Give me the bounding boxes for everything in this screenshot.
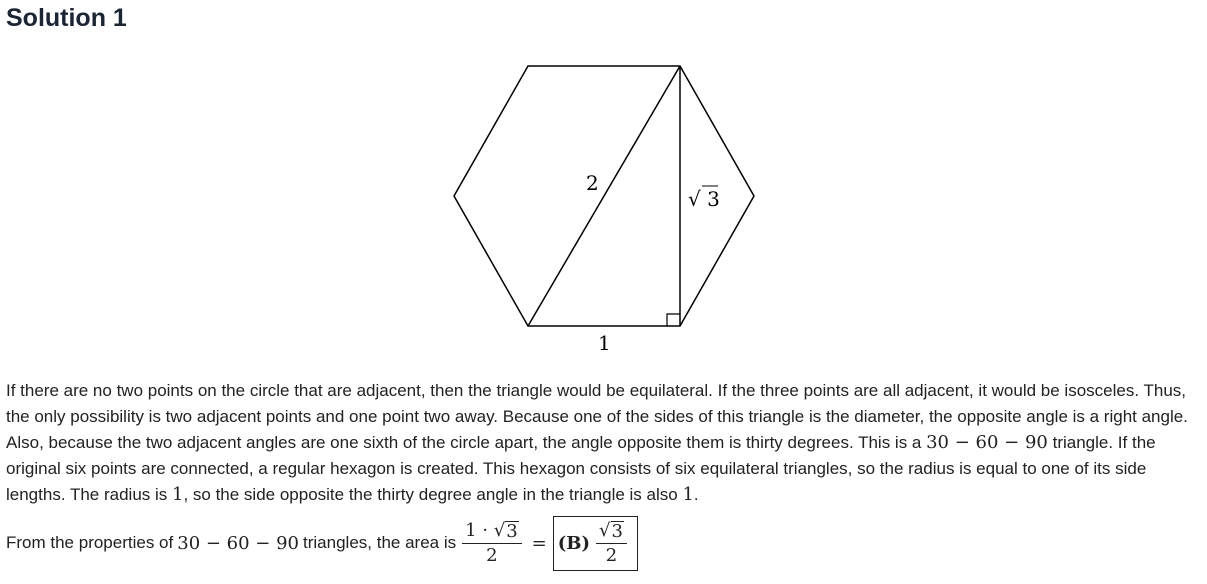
radicand: 3 [611,520,623,542]
sqrt-expression [494,519,519,543]
final-math-30-60-90: 30 − 60 − 90 [177,532,300,554]
radical-sign: √ [688,187,701,211]
solution-heading: Solution 1 [6,4,127,32]
answer-fraction-denominator: 2 [605,544,618,566]
math-30-60-90: 30 − 60 − 90 [926,432,1048,453]
radical-sign: √ [599,519,611,541]
final-mid-text: triangles, the area is [303,533,457,552]
paragraph-text-4: . [693,485,699,504]
math-side: 1 [682,484,694,505]
paragraph-text-3: , so the side opposite the thirty degree angle in the triangle is also [183,485,683,504]
answer-fraction [596,519,627,568]
sqrt-expression [599,519,624,543]
right-angle-marker [667,314,680,326]
numerator-prefix: 1 · [465,519,494,541]
area-fraction [462,519,522,568]
equals-sign: = [531,532,547,554]
final-answer-line [6,512,638,574]
radical-sign: √ [493,519,506,541]
radicand: 3 [506,520,518,542]
area-fraction-denominator: 2 [486,544,498,566]
hexagon-figure [440,58,770,358]
hexagon-diagram [440,58,770,358]
answer-letter: (B) [557,532,591,554]
paragraph-text-2: triangle. If the original six points are connected, a regular hexagon is created. This hexagon consists of six equilateral triangles, so the radius is equal to one of its side lengths. The radius is [6,433,1156,504]
bottom-length-label: 1 [598,331,611,355]
math-radius: 1 [172,484,184,505]
vertical-length-label [688,187,720,211]
final-lead-text: From the properties of [6,533,174,552]
area-fraction-numerator [462,519,522,543]
solution-paragraph [6,378,1201,508]
diagonal-length-label: 2 [586,171,599,195]
paragraph-text-1: If there are no two points on the circle that are adjacent, then the triangle would be equilateral. If the three points are all adjacent, it would be isosceles. Thus, the only possibility is two adjacent points and one point two away. Because one of the sides of this triangle is the diameter, the opposite angle is a right angle. Also, because the two adjacent angles are one sixth of the circle apart, the angle opposite them is thirty degrees. This is a [6,381,1188,452]
radicand: 3 [707,187,720,211]
diagonal-line [528,66,680,326]
boxed-answer [553,516,638,571]
answer-fraction-numerator [596,519,627,543]
